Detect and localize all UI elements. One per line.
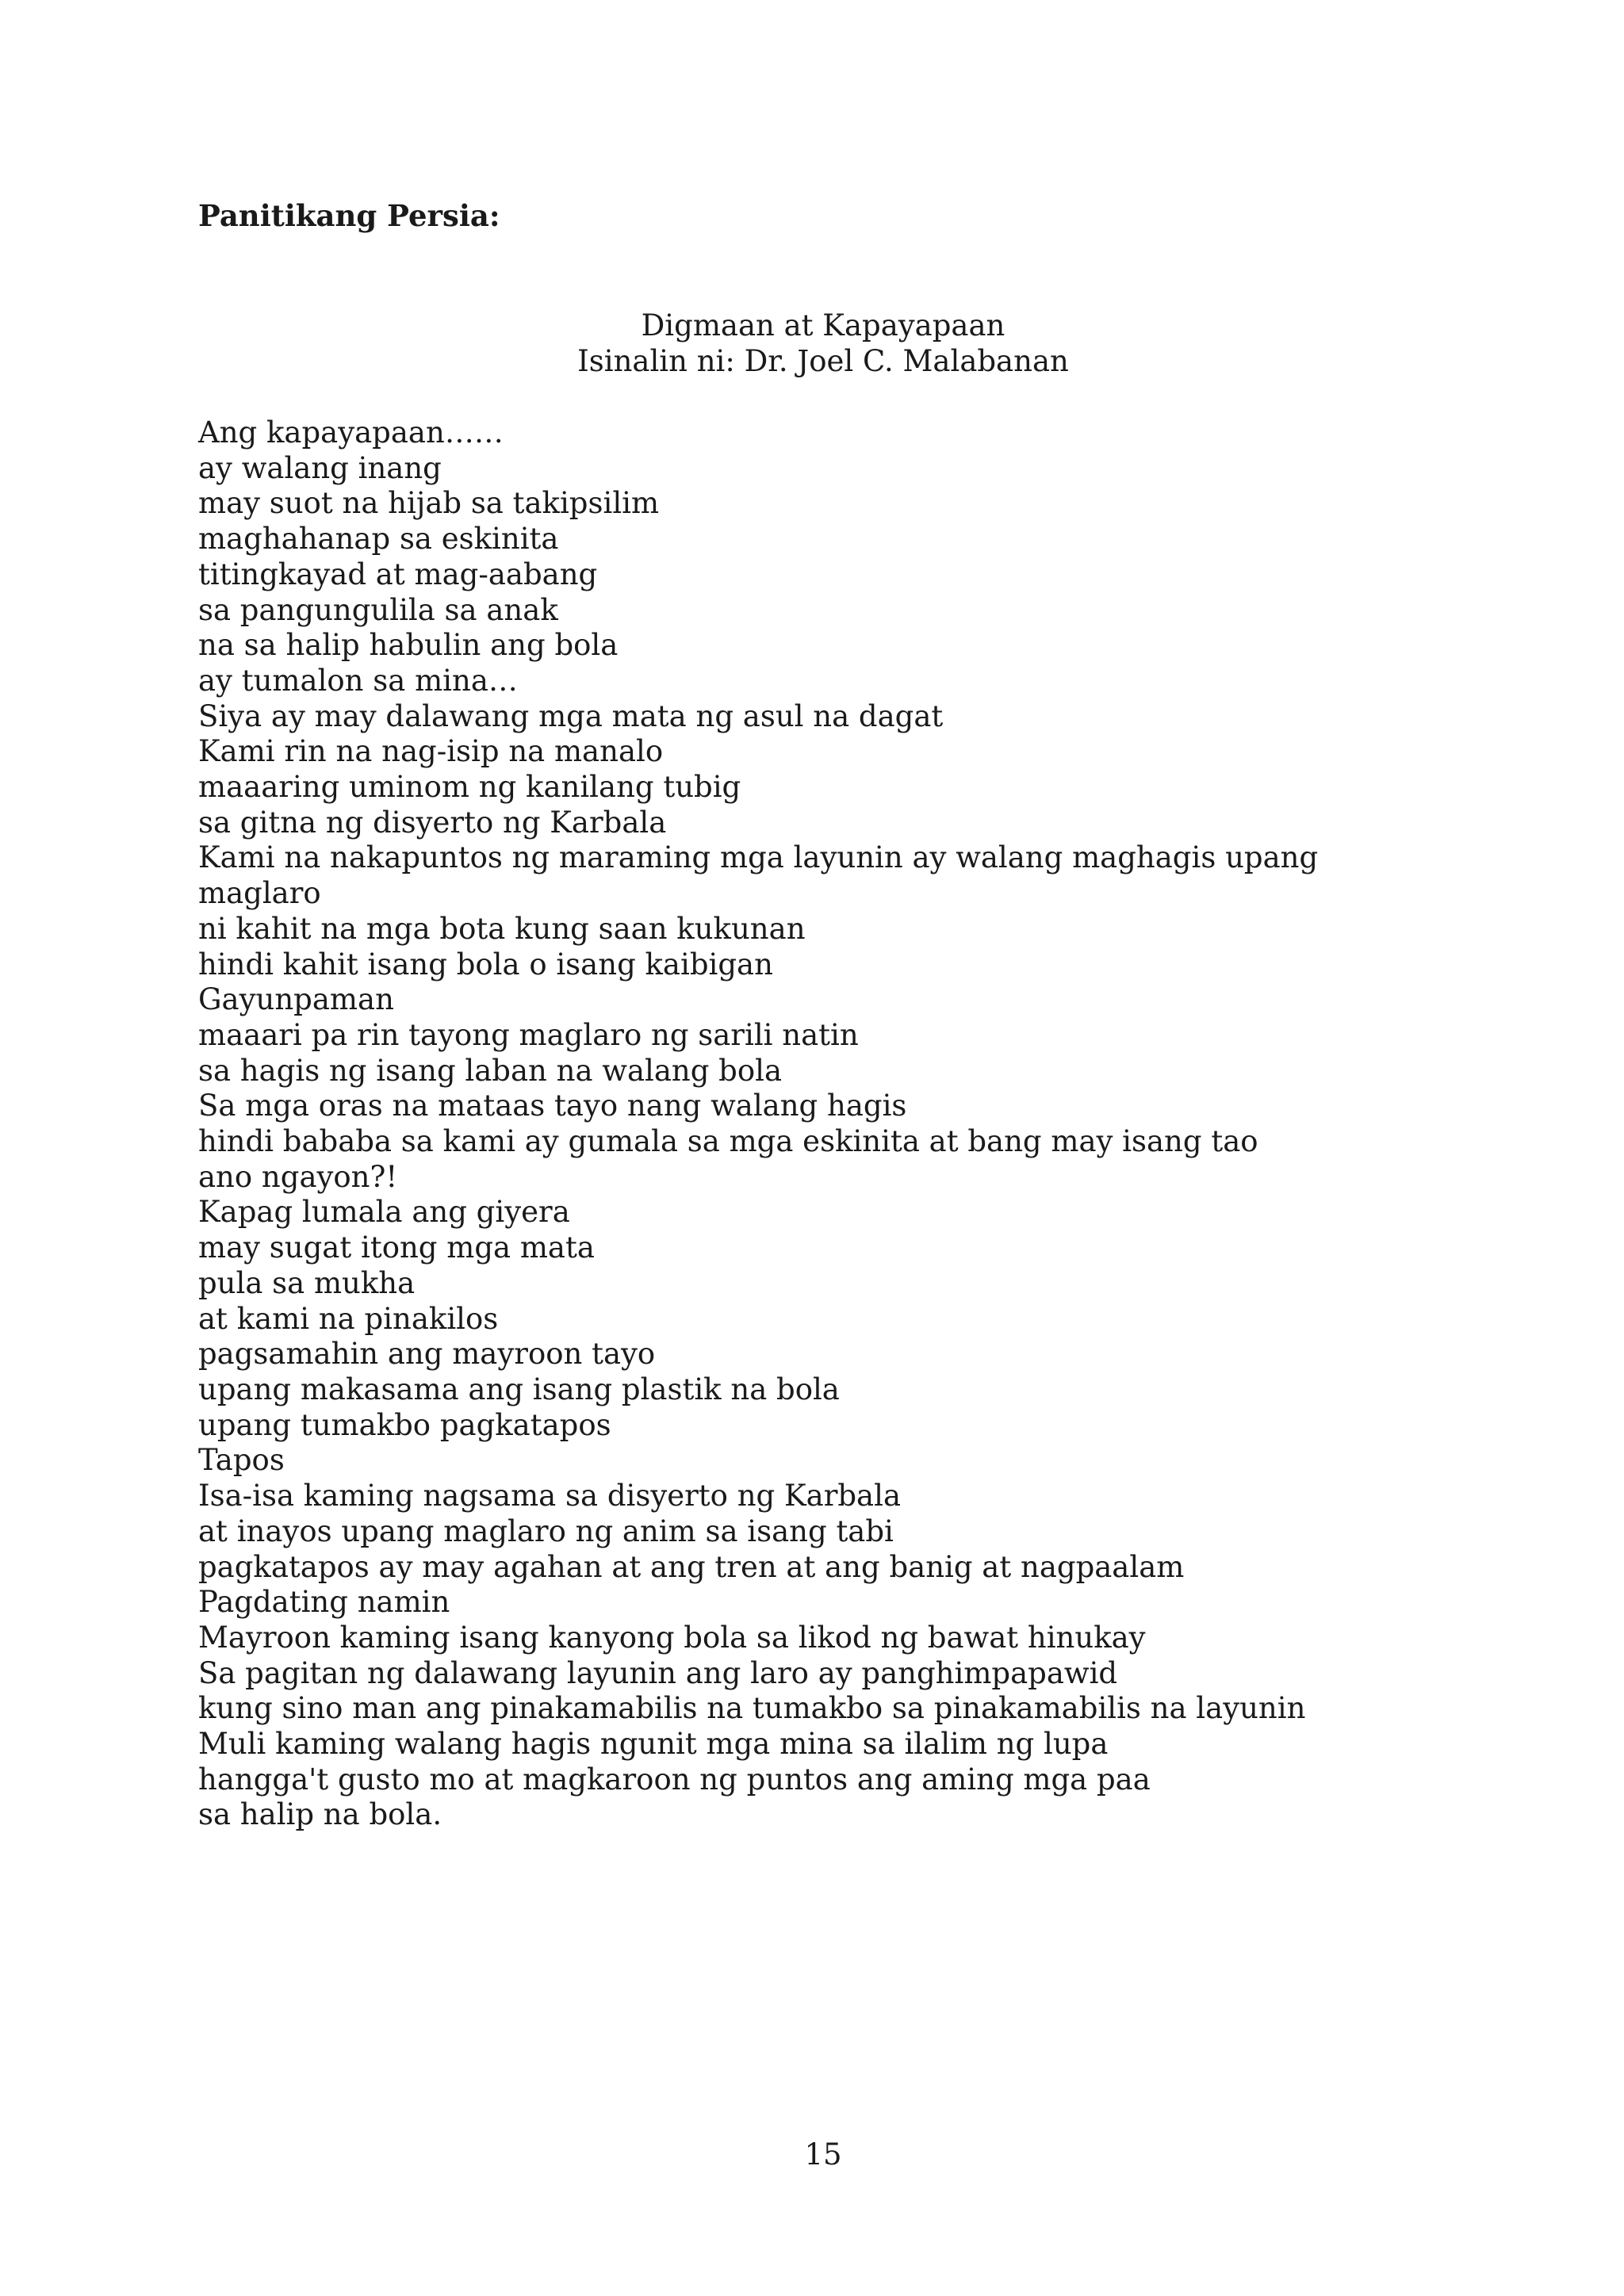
poem-line: maaaring uminom ng kanilang tubig — [198, 770, 741, 805]
poem-line: Gayunpaman — [198, 982, 394, 1017]
section-heading: Panitikang Persia: — [198, 198, 500, 233]
poem-line: Ang kapayapaan…… — [198, 415, 504, 450]
poem-line: upang tumakbo pagkatapos — [198, 1407, 611, 1442]
poem-line: hindi kahit isang bola o isang kaibigan — [198, 947, 773, 982]
poem-line: Isa-isa kaming nagsama sa disyerto ng Karbala — [198, 1479, 902, 1513]
poem-line: ni kahit na mga bota kung saan kukunan — [198, 911, 806, 946]
poem-line: Muli kaming walang hagis ngunit mga mina sa ilalim ng lupa — [198, 1727, 1109, 1762]
poem-line: sa gitna ng disyerto ng Karbala — [198, 805, 667, 840]
poem-line: hangga't gusto mo at magkaroon ng puntos ang aming mga paa — [198, 1762, 1151, 1797]
poem-line: upang makasama ang isang plastik na bola — [198, 1372, 840, 1406]
poem-line: pagkatapos ay may agahan at ang tren at ang banig at nagpaalam — [198, 1549, 1185, 1584]
poem-title: Digmaan at Kapayapaan — [641, 308, 1005, 342]
poem-line: hindi bababa sa kami ay gumala sa mga eskinita at bang may isang tao — [198, 1124, 1258, 1159]
poem-line: ay walang inang — [198, 450, 442, 485]
page-number: 15 — [804, 2137, 842, 2172]
poem-body — [198, 415, 1435, 1833]
poem-line: kung sino man ang pinakamabilis na tumakbo sa pinakamabilis na layunin — [198, 1691, 1306, 1726]
poem-line: at inayos upang maglaro ng anim sa isang tabi — [198, 1513, 894, 1548]
poem-line: sa halip na bola. — [198, 1797, 442, 1832]
poem-line: ano ngayon?! — [198, 1159, 398, 1194]
poem-line: Kapag lumala ang giyera — [198, 1195, 570, 1230]
poem-line: Sa pagitan ng dalawang layunin ang laro ay panghimpapawid — [198, 1655, 1118, 1690]
poem-line: Sa mga oras na mataas tayo nang walang hagis — [198, 1089, 907, 1123]
poem-line: may sugat itong mga mata — [198, 1230, 595, 1265]
poem-line: Tapos — [198, 1443, 285, 1478]
poem-line: sa hagis ng isang laban na walang bola — [198, 1053, 783, 1088]
poem-line: pula sa mukha — [198, 1265, 416, 1300]
poem-line: Siya ay may dalawang mga mata ng asul na dagat — [198, 698, 944, 733]
poem-translator: Isinalin ni: Dr. Joel C. Malabanan — [577, 344, 1069, 378]
poem-line: at kami na pinakilos — [198, 1301, 499, 1336]
poem-line: pagsamahin ang mayroon tayo — [198, 1337, 656, 1372]
poem-line: titingkayad at mag-aabang — [198, 557, 598, 591]
poem-line: na sa halip habulin ang bola — [198, 628, 619, 663]
poem-line: maghahanap sa eskinita — [198, 522, 559, 557]
poem-line: Pagdating namin — [198, 1585, 450, 1620]
poem-line: maglaro — [198, 876, 321, 911]
poem-line: sa pangungulila sa anak — [198, 592, 558, 627]
poem-line: may suot na hijab sa takipsilim — [198, 486, 660, 521]
poem-line: Kami rin na nag-isip na manalo — [198, 734, 664, 769]
poem-line: Kami na nakapuntos ng maraming mga layunin ay walang maghagis upang — [198, 840, 1319, 875]
poem-title-block — [0, 308, 1624, 379]
poem-line: ay tumalon sa mina… — [198, 663, 518, 698]
poem-line: Mayroon kaming isang kanyong bola sa likod ng bawat hinukay — [198, 1620, 1146, 1655]
poem-line: maaari pa rin tayong maglaro ng sarili natin — [198, 1017, 859, 1052]
